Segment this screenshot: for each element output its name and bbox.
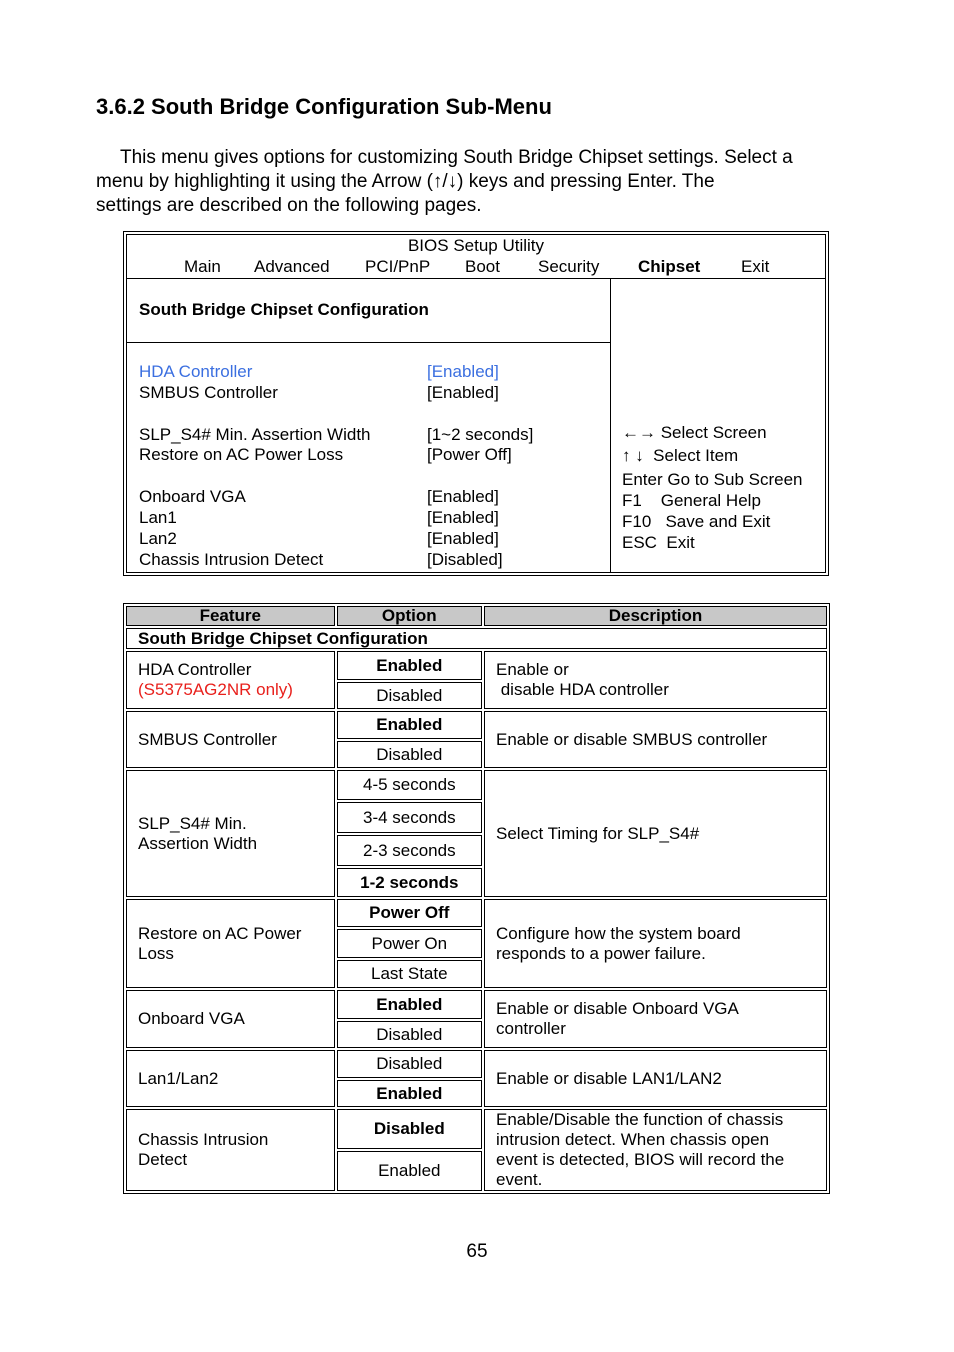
option-acpower-off: Power Off xyxy=(337,899,482,927)
desc-hda-line-1: Enable or xyxy=(496,660,569,679)
desc-acpower xyxy=(484,899,827,988)
bios-item-slp-value[interactable]: [1~2 seconds] xyxy=(427,425,534,444)
intro-line-1: This menu gives options for customizing South Bridge Chipset settings. Select a xyxy=(120,147,793,168)
option-slp-23: 2-3 seconds xyxy=(337,835,482,866)
feature-acpower-line-2: Loss xyxy=(138,943,174,963)
feature-slp-line-1: SLP_S4# Min. xyxy=(138,813,247,833)
bios-screen xyxy=(123,231,829,576)
option-vga-disabled: Disabled xyxy=(337,1021,482,1048)
header-option: Option xyxy=(337,606,482,626)
help-f1: F1 General Help xyxy=(622,491,761,510)
bios-divider xyxy=(127,278,825,279)
option-slp-45: 4-5 seconds xyxy=(337,770,482,800)
help-select-screen: ←→ Select Screen xyxy=(622,423,767,442)
help-select-item: ↑ ↓ Select Item xyxy=(622,446,739,465)
bios-item-acpower-value[interactable]: [Power Off] xyxy=(427,445,512,464)
bios-item-slp-label[interactable]: SLP_S4# Min. Assertion Width xyxy=(139,425,371,444)
help-enter: Enter Go to Sub Screen xyxy=(622,470,803,489)
bios-item-lan1-value[interactable]: [Enabled] xyxy=(427,508,499,527)
bios-item-lan2-label[interactable]: Lan2 xyxy=(139,529,177,548)
feature-hda xyxy=(126,651,335,709)
option-chassis-enabled: Enabled xyxy=(337,1151,482,1191)
section-heading: 3.6.2 South Bridge Configuration Sub-Menu xyxy=(96,94,552,119)
option-smbus-enabled: Enabled xyxy=(337,711,482,739)
feature-vga: Onboard VGA xyxy=(126,990,335,1048)
bios-item-chassis-label[interactable]: Chassis Intrusion Detect xyxy=(139,550,324,569)
feature-smbus: SMBUS Controller xyxy=(126,711,335,768)
bios-item-lan2-value[interactable]: [Enabled] xyxy=(427,529,499,548)
header-feature: Feature xyxy=(126,606,335,626)
intro-line-2: menu by highlighting it using the Arrow (↑/↓) keys and pressing Enter. The xyxy=(96,171,715,192)
desc-chassis-line-2: intrusion detect. When chassis open xyxy=(496,1130,770,1149)
desc-chassis xyxy=(484,1109,827,1191)
bios-item-hda-value[interactable]: [Enabled] xyxy=(427,362,499,381)
bios-section-title: South Bridge Chipset Configuration xyxy=(139,300,429,319)
feature-slp-line-2: Assertion Width xyxy=(138,833,258,853)
option-slp-12: 1-2 seconds xyxy=(337,868,482,897)
bios-item-hda-label[interactable]: HDA Controller xyxy=(139,362,253,381)
intro-paragraph xyxy=(96,146,856,218)
feature-acpower xyxy=(126,899,335,988)
feature-chassis xyxy=(126,1109,335,1191)
bios-item-acpower-label[interactable]: Restore on AC Power Loss xyxy=(139,445,344,464)
feature-hda-label: HDA Controller xyxy=(138,660,252,679)
desc-chassis-line-1: Enable/Disable the function of chassis xyxy=(496,1110,784,1129)
bios-menu-security[interactable]: Security xyxy=(538,257,600,276)
option-smbus-disabled: Disabled xyxy=(337,741,482,768)
header-description: Description xyxy=(484,606,827,626)
desc-hda-line-2: disable HDA controller xyxy=(496,680,669,699)
feature-table xyxy=(123,603,830,1194)
desc-smbus: Enable or disable SMBUS controller xyxy=(484,711,827,768)
desc-vga-line-2: controller xyxy=(496,1019,566,1038)
intro-line-3: settings are described on the following pages. xyxy=(96,195,482,216)
desc-slp: Select Timing for SLP_S4# xyxy=(484,770,827,897)
bios-item-smbus-label[interactable]: SMBUS Controller xyxy=(139,383,278,402)
bios-screen-frame xyxy=(126,234,826,573)
desc-chassis-line-3: event is detected, BIOS will record the xyxy=(496,1150,785,1169)
bios-menu-main[interactable]: Main xyxy=(184,257,221,276)
feature-acpower-line-1: Restore on AC Power xyxy=(138,923,302,943)
bios-title: BIOS Setup Utility xyxy=(407,236,545,255)
desc-chassis-line-4: event. xyxy=(496,1170,543,1189)
bios-column-divider xyxy=(610,278,611,572)
desc-acpower-line-2: responds to a power failure. xyxy=(496,943,706,963)
feature-slp xyxy=(126,770,335,897)
bios-item-smbus-value[interactable]: [Enabled] xyxy=(427,383,499,402)
desc-hda xyxy=(484,651,827,709)
bios-menu-boot[interactable]: Boot xyxy=(465,257,500,276)
option-chassis-disabled: Disabled xyxy=(337,1109,482,1149)
bios-item-chassis-value[interactable]: [Disabled] xyxy=(427,550,503,569)
feature-chassis-line-1: Chassis Intrusion xyxy=(138,1130,269,1149)
option-acpower-last: Last State xyxy=(337,960,482,988)
feature-chassis-line-2: Detect xyxy=(138,1150,188,1169)
bios-menu-exit[interactable]: Exit xyxy=(741,257,770,276)
desc-vga-line-1: Enable or disable Onboard VGA xyxy=(496,999,739,1018)
help-f10: F10 Save and Exit xyxy=(622,512,771,531)
page-number: 65 xyxy=(466,1241,488,1262)
option-hda-disabled: Disabled xyxy=(337,682,482,709)
bios-menu-chipset[interactable]: Chipset xyxy=(638,257,701,276)
bios-item-vga-value[interactable]: [Enabled] xyxy=(427,487,499,506)
table-section-title: South Bridge Chipset Configuration xyxy=(126,628,827,649)
desc-vga xyxy=(484,990,827,1048)
bios-menu-advanced[interactable]: Advanced xyxy=(254,257,330,276)
help-esc: ESC Exit xyxy=(622,533,695,552)
bios-section-divider xyxy=(127,342,610,343)
option-acpower-on: Power On xyxy=(337,929,482,958)
bios-menu-pcipnp[interactable]: PCI/PnP xyxy=(365,257,431,276)
option-lan-enabled: Enabled xyxy=(337,1080,482,1107)
desc-lan: Enable or disable LAN1/LAN2 xyxy=(484,1050,827,1107)
feature-lan: Lan1/Lan2 xyxy=(126,1050,335,1107)
feature-hda-note: (S5375AG2NR only) xyxy=(138,680,293,699)
bios-item-lan1-label[interactable]: Lan1 xyxy=(139,508,177,527)
option-slp-34: 3-4 seconds xyxy=(337,802,482,833)
option-hda-enabled: Enabled xyxy=(337,651,482,680)
option-lan-disabled: Disabled xyxy=(337,1050,482,1078)
option-vga-enabled: Enabled xyxy=(337,990,482,1019)
bios-item-vga-label[interactable]: Onboard VGA xyxy=(139,487,246,506)
desc-acpower-line-1: Configure how the system board xyxy=(496,923,741,943)
